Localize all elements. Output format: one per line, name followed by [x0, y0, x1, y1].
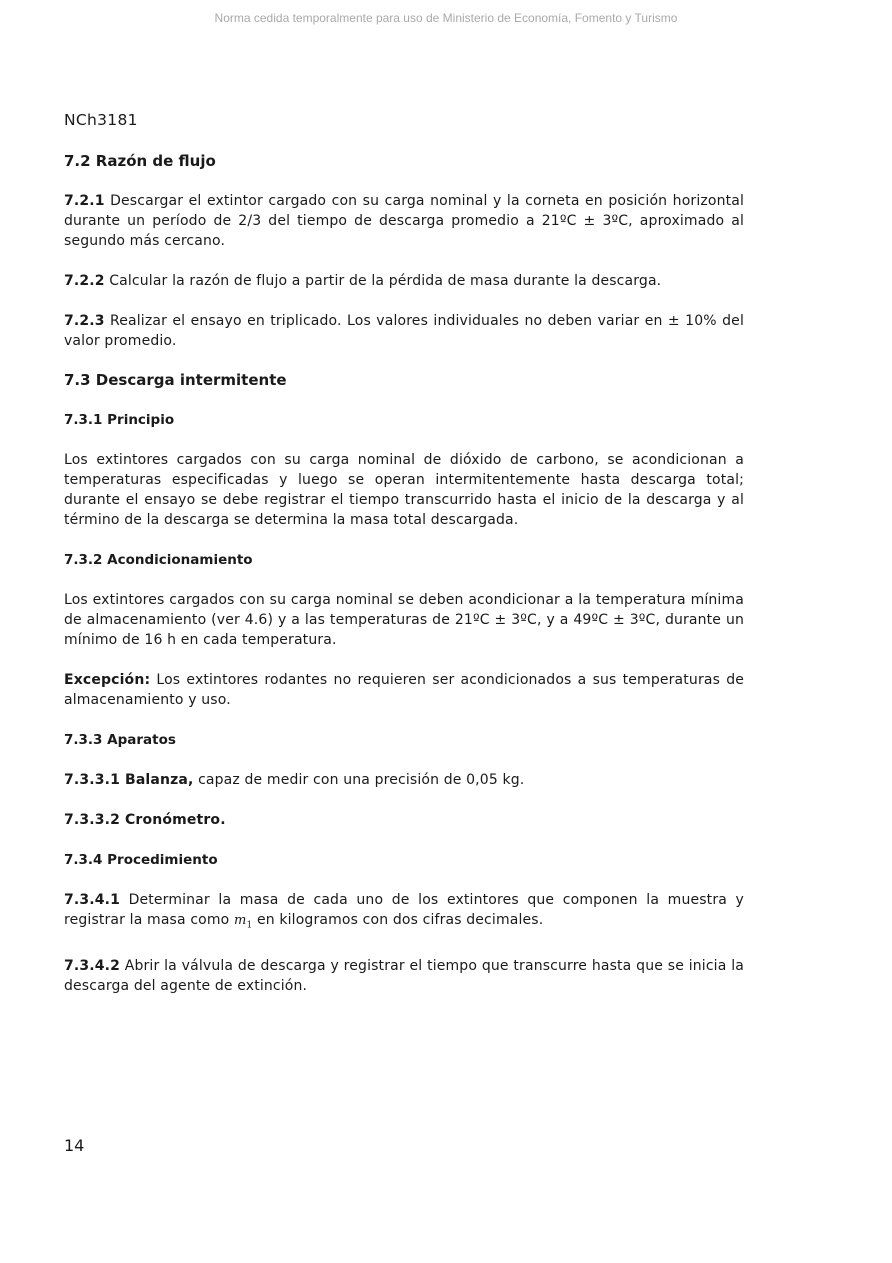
clause-text: Abrir la válvula de descarga y registrar el tiempo que transcurre hasta que se inicia la descarga del agente de extinción.	[64, 957, 744, 994]
clause-number: 7.2.1	[64, 193, 105, 209]
subsection-7-3-3-title	[64, 730, 744, 750]
clause-text: Realizar el ensayo en triplicado. Los valores individuales no deben variar en ± 10% del valor promedio.	[64, 313, 744, 349]
clause-7-3-4-2	[64, 956, 744, 996]
exception-label: Excepción:	[64, 672, 151, 688]
exception-text: Los extintores rodantes no requieren ser acondicionados a sus temperaturas de almacenamiento y uso.	[64, 672, 744, 708]
variable-subscript: 1	[246, 920, 253, 931]
subsection-7-3-2-title	[64, 550, 744, 570]
clause-7-3-3-2	[64, 810, 744, 830]
clause-number: 7.3.2	[64, 552, 103, 568]
clause-text: capaz de medir con una precisión de 0,05 kg.	[193, 772, 525, 788]
clause-number: 7.3.4	[64, 852, 103, 868]
clause-text: en kilogramos con dos cifras decimales.	[252, 912, 544, 928]
subsection-7-3-1-text: Los extintores cargados con su carga nominal de dióxido de carbono, se acondicionan a temperaturas especificadas y luego se operan intermitentemente hasta descarga total; durante el ensayo se debe registrar el tiempo transcurrido hasta el inicio de la descarga y al término de la descarga se determina la masa total descargada.	[64, 452, 744, 528]
clause-number: 7.3.3.2	[64, 812, 120, 828]
variable-symbol: m	[234, 913, 247, 928]
clause-7-2-1	[64, 191, 744, 251]
section-7-3-heading: 7.3 Descarga intermitente	[64, 371, 287, 389]
watermark: Norma cedida temporalmente para uso de Ministerio de Economía, Fomento y Turismo	[214, 11, 678, 25]
clause-7-3-3-1	[64, 770, 744, 790]
subsection-7-3-2-text: Los extintores cargados con su carga nominal se deben acondicionar a la temperatura mínima de almacenamiento (ver 4.6) y a las temperaturas de 21ºC ± 3ºC, y a 49ºC ± 3ºC, durante un mínimo de 16 h en cada temperatura.	[64, 592, 744, 648]
clause-text: Descargar el extintor cargado con su carga nominal y la corneta en posición horizontal durante un período de 2/3 del tiempo de descarga promedio a 21ºC ± 3ºC, aproximado al segundo más cercano.	[64, 193, 744, 249]
clause-number: 7.3.1	[64, 412, 103, 428]
subsection-title: Procedimiento	[102, 852, 218, 868]
clause-text: Determinar la masa de cada uno de los extintores que componen la muestra y registrar la masa como	[64, 892, 744, 928]
clause-number: 7.3.3.1	[64, 772, 120, 788]
subsection-7-3-4-title	[64, 850, 744, 870]
clause-number: 7.2.3	[64, 313, 105, 329]
mass-variable	[234, 913, 253, 931]
clause-7-2-2	[64, 271, 744, 291]
section-7-2-heading: 7.2 Razón de flujo	[64, 152, 216, 170]
document-code: NCh3181	[64, 111, 138, 129]
clause-7-2-3	[64, 311, 744, 351]
subsection-title: Aparatos	[102, 732, 176, 748]
subsection-7-3-1-title	[64, 410, 744, 430]
subsection-title: Principio	[102, 412, 175, 428]
page-number: 14	[64, 1136, 85, 1155]
clause-number: 7.3.3	[64, 732, 103, 748]
subsection-title: Acondicionamiento	[102, 552, 253, 568]
apparatus-label: Balanza,	[119, 772, 194, 788]
exception-note	[64, 670, 744, 710]
clause-number: 7.2.2	[64, 273, 105, 289]
clause-7-3-4-1	[64, 890, 744, 936]
clause-number: 7.3.4.1	[64, 892, 120, 908]
clause-text: Calcular la razón de flujo a partir de la pérdida de masa durante la descarga.	[104, 273, 662, 289]
page-content	[64, 152, 744, 1016]
apparatus-label: Cronómetro.	[119, 812, 226, 828]
clause-number: 7.3.4.2	[64, 957, 120, 974]
